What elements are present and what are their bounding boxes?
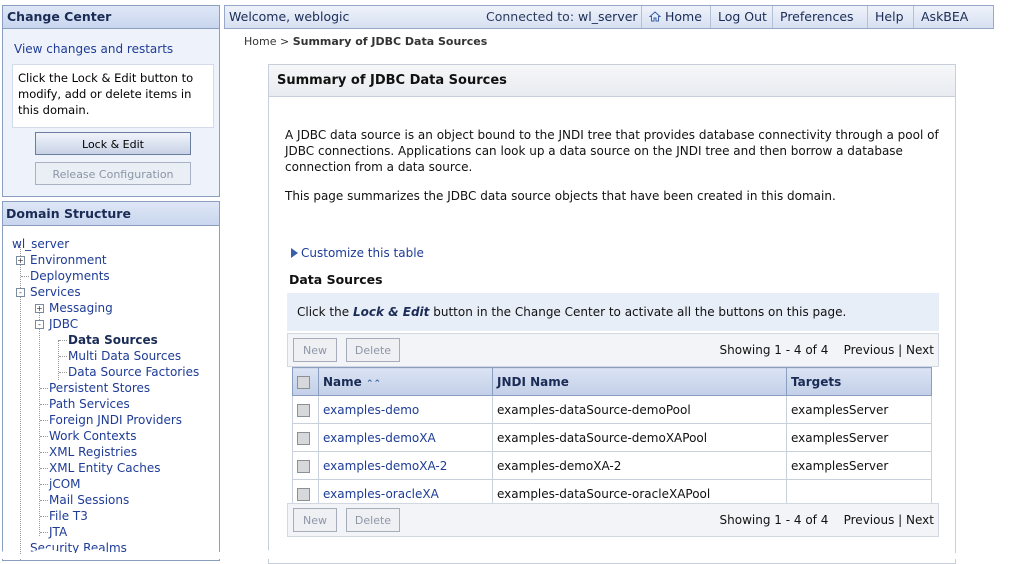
table-toolbar-top [287, 333, 939, 367]
row-jndi-name: examples-dataSource-demoXAPool [493, 424, 787, 452]
pager-count: Showing 1 - 4 of 4 [719, 343, 829, 357]
row-name-link[interactable]: examples-demoXA [319, 424, 493, 452]
column-header-name[interactable] [319, 368, 493, 396]
tree-item-messaging[interactable]: Messaging [49, 301, 113, 315]
tree-connector [59, 356, 67, 357]
tree-item-services[interactable]: Services [30, 285, 81, 299]
tree-connector [39, 308, 40, 536]
table-header-row [293, 368, 932, 396]
nav-logout-link[interactable]: Log Out [710, 6, 772, 28]
breadcrumb-current: Summary of JDBC Data Sources [292, 35, 488, 48]
data-sources-heading: Data Sources [289, 272, 383, 287]
row-targets: examplesServer [787, 452, 932, 480]
torn-edge-right [994, 0, 1010, 559]
connected-label: Connected to: [486, 9, 575, 24]
sort-ascending-icon: ⌃⌃ [365, 378, 382, 389]
pager-next[interactable]: Next [906, 513, 934, 527]
tree-item-mail-sessions[interactable]: Mail Sessions [49, 493, 130, 507]
table-row [293, 424, 932, 452]
tree-item-data-source-factories[interactable]: Data Source Factories [68, 365, 200, 379]
row-checkbox[interactable] [297, 404, 310, 417]
row-targets: examplesServer [787, 396, 932, 424]
pager-previous[interactable]: Previous [843, 343, 895, 357]
home-icon [649, 11, 661, 22]
tree-item-file-t3[interactable]: File T3 [49, 509, 88, 523]
nav-home-link[interactable] [641, 6, 710, 28]
column-header-targets[interactable]: Targets [787, 368, 932, 396]
new-button[interactable]: New [293, 508, 337, 532]
pager-count: Showing 1 - 4 of 4 [719, 513, 829, 527]
tree-connector [40, 532, 48, 533]
tree-item-persistent-stores[interactable]: Persistent Stores [49, 381, 151, 395]
tree-connector [40, 404, 48, 405]
tree-connector [40, 420, 48, 421]
delete-button[interactable]: Delete [346, 508, 400, 532]
torn-edge-bottom [0, 545, 1010, 559]
left-column [0, 0, 222, 559]
tree-connector [58, 340, 59, 380]
notice-emphasis: Lock & Edit [352, 305, 430, 319]
tree-item-xml-entity-caches[interactable]: XML Entity Caches [49, 461, 161, 475]
column-header-jndi-name[interactable]: JNDI Name [493, 368, 787, 396]
tree-item-jcom[interactable]: jCOM [49, 477, 81, 491]
row-checkbox[interactable] [297, 432, 310, 445]
tree-connector [40, 388, 48, 389]
breadcrumb-separator: > [279, 35, 290, 48]
pager-next[interactable]: Next [906, 343, 934, 357]
tree-item-foreign-jndi-providers[interactable]: Foreign JNDI Providers [49, 413, 183, 427]
page-title: Summary of JDBC Data Sources [269, 65, 955, 97]
pager-separator: | [898, 513, 903, 527]
nav-preferences-link[interactable]: Preferences [772, 6, 867, 28]
customize-table-link[interactable] [291, 246, 424, 260]
tree-connector [40, 468, 48, 469]
notice-suffix: button in the Change Center to activate all the buttons on this page. [433, 305, 847, 319]
table-row [293, 452, 932, 480]
table-toolbar-bottom [287, 503, 939, 537]
tree-item-multi-data-sources[interactable]: Multi Data Sources [68, 349, 182, 363]
tree-item-wl-server[interactable]: wl_server [12, 237, 70, 251]
nav-home-label: Home [664, 9, 702, 24]
view-changes-link[interactable]: View changes and restarts [14, 42, 174, 56]
expand-triangle-icon [291, 248, 298, 258]
customize-label: Customize this table [301, 246, 424, 260]
tree-item-jta[interactable]: JTA [49, 525, 68, 539]
row-checkbox-cell [293, 424, 319, 452]
domain-structure-title: Domain Structure [3, 202, 219, 226]
domain-structure-panel [2, 201, 220, 561]
tree-connector [21, 276, 29, 277]
row-name-link[interactable]: examples-demo [319, 396, 493, 424]
select-all-checkbox[interactable] [297, 376, 310, 389]
tree-connector [40, 452, 48, 453]
summary-text: This page summarizes the JDBC data source objects that have been created in this domain. [285, 189, 836, 203]
breadcrumb [244, 35, 487, 48]
tree-item-path-services[interactable]: Path Services [49, 397, 130, 411]
tree-item-jdbc[interactable]: JDBC [49, 317, 79, 331]
row-name-link[interactable]: examples-demoXA-2 [319, 452, 493, 480]
change-center-title: Change Center [3, 6, 219, 29]
row-checkbox-cell [293, 396, 319, 424]
tree-item-work-contexts[interactable]: Work Contexts [49, 429, 137, 443]
row-checkbox-cell [293, 452, 319, 480]
expand-icon[interactable]: + [36, 304, 43, 313]
new-button[interactable]: New [293, 338, 337, 362]
breadcrumb-home[interactable]: Home [244, 35, 277, 48]
nav-askbea-link[interactable]: AskBEA [913, 6, 993, 28]
release-configuration-button[interactable]: Release Configuration [35, 162, 191, 185]
expand-icon[interactable]: + [17, 256, 24, 265]
tree-connector [40, 516, 48, 517]
notice-prefix: Click the [297, 305, 350, 319]
tree-item-security-realms[interactable]: Security Realms [30, 541, 127, 555]
tree-connector [40, 436, 48, 437]
connected-server: wl_server [578, 9, 638, 24]
description-text: A JDBC data source is an object bound to the JNDI tree that provides database connectivity through a pool of JDBC connections. Applications can look up a data source on the JNDI tree and then borrow a database connection from a data source. [285, 128, 939, 174]
change-center-panel [2, 5, 220, 197]
connection-status [486, 6, 638, 28]
row-jndi-name: examples-dataSource-oracleXAPool [493, 480, 787, 508]
table-row [293, 396, 932, 424]
pager [720, 504, 934, 536]
main-content [268, 64, 956, 564]
row-targets: examplesServer [787, 424, 932, 452]
pager-previous[interactable]: Previous [843, 513, 895, 527]
row-name-link[interactable]: examples-oracleXA [319, 480, 493, 508]
row-jndi-name: examples-dataSource-demoPool [493, 396, 787, 424]
tree-connector [59, 340, 67, 341]
row-jndi-name: examples-demoXA-2 [493, 452, 787, 480]
pager [720, 334, 934, 366]
select-all-header [293, 368, 319, 396]
delete-button[interactable]: Delete [346, 338, 400, 362]
lock-edit-notice [287, 293, 939, 331]
nav-help-link[interactable]: Help [867, 6, 913, 28]
row-checkbox[interactable] [297, 460, 310, 473]
lock-edit-button[interactable]: Lock & Edit [35, 132, 191, 155]
collapse-icon[interactable]: - [35, 320, 44, 329]
column-name-label: Name [323, 374, 362, 389]
pager-separator: | [898, 343, 903, 357]
tree-connector [40, 484, 48, 485]
tree-connector [59, 372, 67, 373]
collapse-icon[interactable]: - [16, 288, 25, 297]
tree-item-xml-registries[interactable]: XML Registries [49, 445, 138, 459]
row-checkbox[interactable] [297, 488, 310, 501]
tree-connector [40, 500, 48, 501]
welcome-text: Welcome, weblogic [229, 9, 350, 24]
data-sources-table [292, 367, 932, 508]
tree-item-environment[interactable]: Environment [30, 253, 107, 267]
tree-item-deployments[interactable]: Deployments [30, 269, 110, 283]
header-bar [224, 5, 994, 29]
change-center-instructions: Click the Lock & Edit button to modify, add or delete items in this domain. [12, 64, 214, 128]
tree-item-data-sources[interactable]: Data Sources [68, 333, 158, 347]
